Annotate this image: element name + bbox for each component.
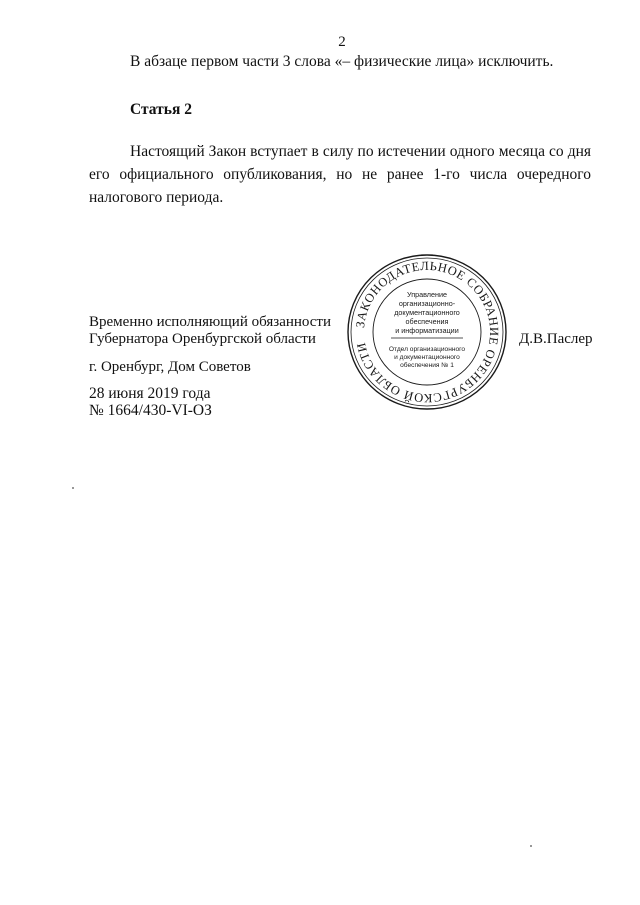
page-number: 2 — [338, 34, 346, 50]
seal-inner-line: Управление — [407, 290, 447, 299]
seal-inner-line: обеспечения № 1 — [400, 362, 454, 369]
seal-inner-line: Отдел организационного — [388, 346, 466, 353]
signatory-name: Д.В.Паслер — [519, 331, 593, 347]
paragraph-line: налогового периода. — [89, 189, 224, 206]
article-heading: Статья 2 — [130, 101, 192, 118]
seal-inner-line: обеспечения — [405, 317, 449, 326]
seal-inner-line: и информатизации — [395, 326, 459, 335]
paragraph-line: его официального опубликования, но не ранее 1-го числа очередного — [89, 166, 591, 183]
amendment-paragraph: В абзаце первом части 3 слова «– физические лица» исключить. — [130, 53, 554, 70]
seal-ring-text: ЗАКОНОДАТЕЛЬНОЕ СОБРАНИЕ ОРЕНБУРГСКОЙ ОБЛАСТИ — [353, 258, 502, 406]
article-2-paragraph — [89, 140, 591, 209]
signing-date: 28 июня 2019 года — [89, 385, 211, 402]
signing-place: г. Оренбург, Дом Советов — [89, 359, 251, 375]
seal-inner-line: документационного — [394, 308, 460, 317]
seal-inner-line: организационно- — [398, 299, 456, 308]
scan-speck — [530, 845, 532, 847]
signatory-position-line1: Временно исполняющий обязанности — [89, 314, 332, 330]
signatory-position-line2: Губернатора Оренбургской области — [89, 331, 316, 347]
law-number: № 1664/430-VI-ОЗ — [89, 402, 212, 419]
official-seal — [343, 252, 511, 412]
scan-speck — [72, 487, 74, 489]
seal-inner-line: и документационного — [394, 354, 460, 361]
paragraph-line: Настоящий Закон вступает в силу по истечении одного месяца со дня — [130, 143, 591, 160]
